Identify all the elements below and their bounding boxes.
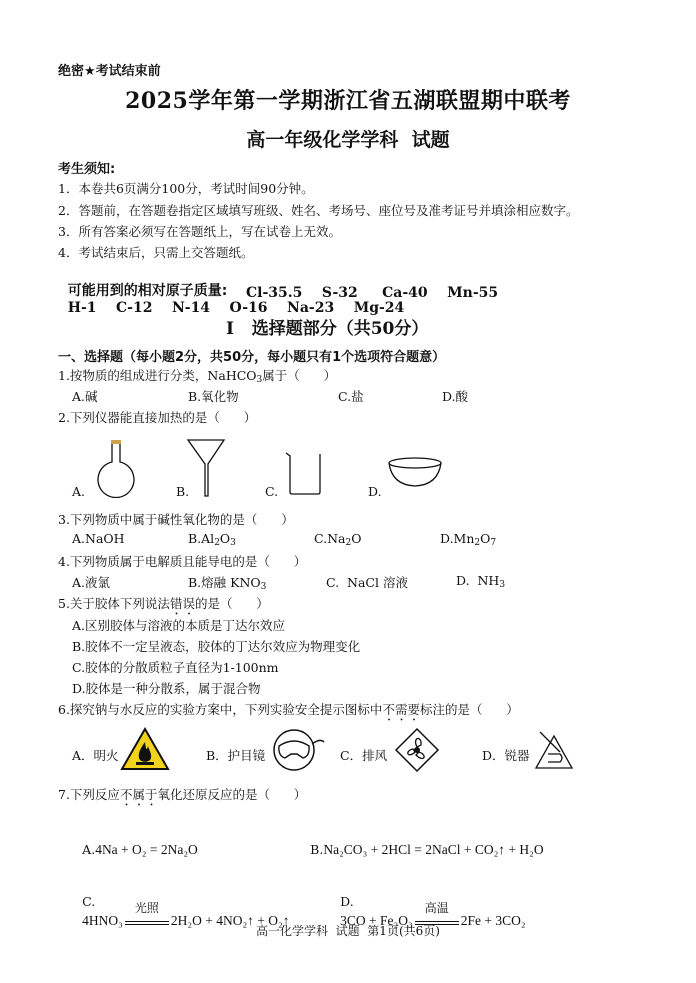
q5-option-d: D.胶体是一种分散系，属于混合物 xyxy=(72,681,261,696)
ventilation-icon xyxy=(394,727,440,773)
notice-heading: 考生须知: xyxy=(58,162,116,177)
atomic-mass-values-2: Cl-35.5 S-32 Ca-40 Mn-55 xyxy=(246,285,499,301)
beaker-icon xyxy=(284,450,324,496)
q1-option-c: C.盐 xyxy=(338,389,364,404)
notice-item-2: 2．答题前，在答题卷指定区域填写班级、姓名、考场号、座位号及准考证号并填涂相应数字。 xyxy=(58,203,579,218)
q4-option-d: D. $NH_3$ xyxy=(456,573,506,590)
notice-item-3: 3．所有答案必须写在答题纸上，写在试卷上无效。 xyxy=(58,224,341,239)
notice-item-1: 1．本卷共6页满分100分，考试时间90分钟。 xyxy=(58,181,314,196)
q5-option-c: C.胶体的分散质粒子直径为1-100nm xyxy=(72,660,279,675)
notice-item-4: 4．考试结束后，只需上交答题纸。 xyxy=(58,245,254,260)
round-flask-icon xyxy=(86,438,146,498)
q3-option-b: $B.Al_2O_3$ xyxy=(188,531,236,548)
q2-option-c: C. xyxy=(265,484,279,499)
q3-option-a: A.NaOH xyxy=(72,531,125,546)
open-flame-icon xyxy=(120,726,170,772)
q1-option-b: B.氧化物 xyxy=(188,389,239,404)
section-title: I 选择题部分（共50分） xyxy=(226,319,429,339)
q7-option-c: C. 4HNO₃ 光照 2H₂O + 4NO₂↑ + O₂↑ xyxy=(82,894,290,928)
exam-subtitle: 高一年级化学学科 试题 xyxy=(246,129,450,151)
q7-condition-d: 高温 xyxy=(413,914,461,925)
part-heading: 一、选择题（每小题2分，共50分，每小题只有1个选项符合题意） xyxy=(58,350,446,365)
q1-option-d: D.酸 xyxy=(442,389,469,404)
goggles-icon xyxy=(270,728,326,772)
q7-condition-c: 光照 xyxy=(123,914,171,925)
q6-option-b: B．护目镜 xyxy=(206,748,266,763)
q7-equation-b: Na₂CO₃ + 2HCl = 2NaCl + CO₂↑ + H₂O xyxy=(323,842,544,857)
q7-stem: 7.下列反应不属于氧化还原反应的是（ ） xyxy=(58,787,307,802)
q4-stem: 4.下列物质属于电解质且能导电的是（ ） xyxy=(58,554,307,569)
q2-option-a: A. xyxy=(72,484,86,499)
funnel-icon xyxy=(186,438,226,500)
q2-stem: 2.下列仪器能直接加热的是（ ） xyxy=(58,410,257,425)
sharp-object-icon xyxy=(534,730,574,772)
q4-option-b: B.熔融 $KNO_3$ xyxy=(188,575,267,592)
atomic-mass-values-1: H-1 C-12 N-14 O-16 Na-23 Mg-24 xyxy=(67,300,405,316)
q6-stem: 6.探究钠与水反应的实验方案中，下列实验安全提示图标中不需要标注的是（ ） xyxy=(58,702,519,717)
confidential-mark: 绝密★考试结束前 xyxy=(58,64,161,79)
q7-option-a: A.4Na + O₂ = 2Na₂O xyxy=(82,842,198,857)
q6-option-a: A．明火 xyxy=(72,748,119,763)
page-footer: 高一化学学科 试题 第1页(共6页) xyxy=(256,924,440,938)
q3-option-c: $C.Na_2O$ xyxy=(314,531,362,548)
q6-option-c: C．排风 xyxy=(340,748,388,763)
q3-option-d: $D.Mn_2O_7$ xyxy=(440,531,497,548)
q4-option-a: A.液氯 xyxy=(72,575,111,590)
q1-option-a: A.碱 xyxy=(72,389,98,404)
q5-option-a: A.区别胶体与溶液的本质是丁达尔效应 xyxy=(72,618,286,633)
q5-stem: 5.关于胶体下列说法错误的是（ ） xyxy=(58,596,269,611)
q7-option-b: B.Na₂CO₃ + 2HCl = 2NaCl + CO₂↑ + H₂O xyxy=(310,842,544,857)
q4-option-c: C. NaCl 溶液 xyxy=(326,575,408,590)
q3-stem: 3.下列物质中属于碱性氧化物的是（ ） xyxy=(58,512,294,527)
exam-title: 2025学年第一学期浙江省五湖联盟期中联考 xyxy=(125,88,571,114)
q7-equation-a: 4Na + O₂ = 2Na₂O xyxy=(95,842,198,857)
q7-option-d: D. 3CO + Fe₂O₃ 高温 2Fe + 3CO₂ xyxy=(340,894,526,928)
atomic-mass-label: 可能用到的相对原子质量: xyxy=(67,283,228,299)
q2-option-b: B. xyxy=(176,484,190,499)
evaporating-dish-icon xyxy=(386,455,444,489)
q5-option-b: B.胶体不一定呈液态，胶体的丁达尔效应为物理变化 xyxy=(72,639,361,654)
q1-stem: 1.按物质的组成进行分类，NaHCO$_3$属于（ ） xyxy=(58,368,337,385)
q6-option-d: D．锐器 xyxy=(482,748,530,763)
q2-option-d: D. xyxy=(368,484,382,499)
